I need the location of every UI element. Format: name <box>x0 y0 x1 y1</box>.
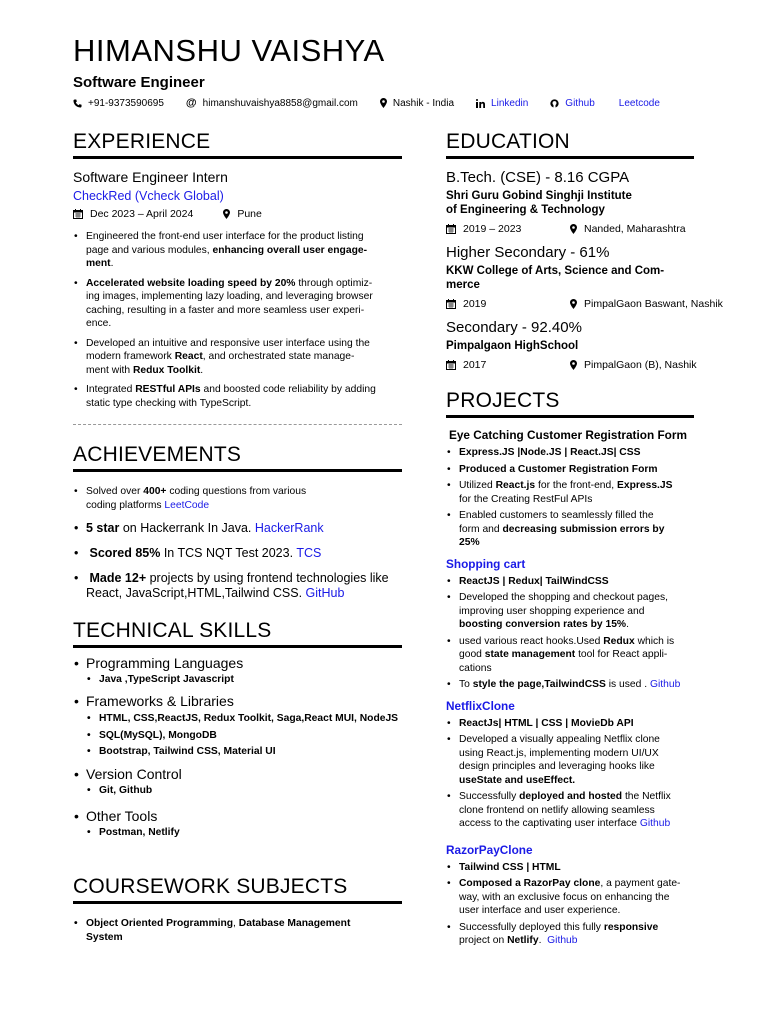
skill-group: • Version Control • Git, Github <box>73 765 413 798</box>
contact-email[interactable] <box>186 97 358 109</box>
education-meta: 2017 PimpalGaon (B), Nashik <box>446 358 746 372</box>
degree: Higher Secondary - 61% <box>446 244 610 261</box>
list-item: • To style the page,TailwindCSS is used . Github <box>446 678 746 692</box>
education-heading: EDUCATION <box>446 130 570 153</box>
list-item: • Produced a Customer Registration Form <box>446 463 746 477</box>
list-item: • Object Oriented Programming, Database Management System <box>73 917 413 944</box>
education-list <box>446 168 746 372</box>
email-text: himanshuvaishya8858@gmail.com <box>202 97 358 109</box>
list-item: • Successfully deployed this fully responsive project on Netlify. Github <box>446 921 746 948</box>
achievements-heading: ACHIEVEMENTS <box>73 443 242 466</box>
list-item: • HTML, CSS,ReactJS, Redux Toolkit, Saga,React MUI, NodeJS <box>86 711 413 728</box>
list-item: • Bootstrap, Tailwind CSS, Material UI <box>86 744 413 761</box>
experience-dates: Dec 2023 – April 2024 <box>90 208 194 220</box>
linkedin-link[interactable] <box>476 98 528 109</box>
experience-meta <box>73 208 262 220</box>
skill-group: • Frameworks & Libraries • HTML, CSS,ReactJS, Redux Toolkit, Saga,React MUI, NodeJS • SQL(MySQL), MongoDB • Bootstrap, Tailwind CSS, Material UI <box>73 692 413 761</box>
projects-rule <box>446 415 694 418</box>
phone-text: +91-9373590695 <box>88 97 164 109</box>
contact-location <box>380 98 454 109</box>
project-bullets <box>446 446 746 550</box>
calendar-icon <box>73 209 83 219</box>
list-item: • Successfully deployed and hosted the Netflix clone frontend on netlify allowing seamless access to the captivating user interface Github <box>446 790 746 831</box>
list-item: • ReactJs| HTML | CSS | MovieDb API <box>446 717 746 731</box>
map-pin-icon <box>223 209 230 219</box>
contact-bar <box>73 97 660 109</box>
skill-group: • Programming Languages • Java ,TypeScript Javascript <box>73 654 413 687</box>
github-link[interactable]: Github <box>547 935 578 946</box>
github-icon <box>550 99 559 108</box>
skills-groups <box>73 654 413 840</box>
github-link[interactable]: GitHub <box>305 586 345 600</box>
achievements-list <box>73 485 413 601</box>
phone-icon <box>73 99 82 108</box>
projects-heading: PROJECTS <box>446 389 560 412</box>
achievements-rule <box>73 469 402 472</box>
map-pin-icon <box>570 360 577 370</box>
linkedin-text: Linkedin <box>491 97 529 109</box>
experience-place: Pune <box>237 208 262 220</box>
list-item: • Express.JS |Node.JS | React.JS| CSS <box>446 446 746 460</box>
list-item: • used various react hooks.Used Redux which is good state management tool for React appli- cations <box>446 635 746 676</box>
project-bullets <box>446 861 746 948</box>
coursework-heading: COURSEWORK SUBJECTS <box>73 875 348 898</box>
list-item: • Enabled customers to seamlessly filled the form and decreasing submission errors by 25% <box>446 509 746 550</box>
leetcode-link[interactable]: LeetCode <box>164 499 210 511</box>
degree: B.Tech. (CSE) - 8.16 CGPA <box>446 169 630 186</box>
experience-bullets <box>73 230 413 410</box>
calendar-icon <box>446 360 456 370</box>
github-text: Github <box>565 97 595 109</box>
education-rule <box>446 156 694 159</box>
education-meta: 2019 PimpalGaon Baswant, Nashik <box>446 297 746 311</box>
candidate-title: Software Engineer <box>73 74 205 91</box>
degree: Secondary - 92.40% <box>446 319 582 336</box>
project-title-link[interactable]: RazorPayClone <box>446 842 533 857</box>
list-item: • 5 star on Hackerrank In Java. HackerRank <box>73 521 413 536</box>
project-title-link[interactable]: NetflixClone <box>446 698 515 713</box>
list-item: • Developed a visually appealing Netflix clone using React.js, implementing modern UI/UX design principles and leveraging hooks like useState and useEffect. <box>446 733 746 787</box>
experience-role: Software Engineer Intern <box>73 169 228 185</box>
contact-phone[interactable] <box>73 98 164 109</box>
list-item: • Utilized React.js for the front-end, Express.JS for the Creating RestFul APIs <box>446 479 746 506</box>
map-pin-icon <box>570 299 577 309</box>
project-bullets <box>446 575 746 692</box>
list-item: • Developed an intuitive and responsive user interface using the modern framework React, and orchestrated state manage- ment with Redux Toolkit. <box>73 337 413 378</box>
leetcode-text: Leetcode <box>618 97 660 109</box>
education-entry <box>446 243 746 311</box>
github-link[interactable] <box>550 98 594 109</box>
section-divider <box>73 424 402 425</box>
leetcode-link[interactable] <box>617 98 660 109</box>
education-entry <box>446 318 746 372</box>
list-item: • Developed the shopping and checkout pages, improving user shopping experience and boosting conversion rates by 15%. <box>446 591 746 632</box>
list-item: • Tailwind CSS | HTML <box>446 861 746 875</box>
project-title: Eye Catching Customer Registration Form <box>449 428 687 442</box>
github-link[interactable]: Github <box>639 818 671 829</box>
list-item: • ReactJS | Redux| TailWindCSS <box>446 575 746 589</box>
list-item: • Composed a RazorPay clone, a payment gate- way, with an exclusive focus on enhancing the user interface and user experience. <box>446 877 746 918</box>
experience-company[interactable]: CheckRed (Vcheck Global) <box>73 189 224 203</box>
list-item: • Made 12+ projects by using frontend technologies like React, JavaScript,HTML,Tailwind CSS. GitHub <box>73 571 413 601</box>
project-bullets <box>446 717 746 831</box>
map-pin-icon <box>570 224 577 234</box>
education-entry <box>446 168 746 236</box>
at-icon: @ <box>185 97 197 109</box>
list-item: • Git, Github <box>86 784 413 798</box>
experience-heading: EXPERIENCE <box>73 130 211 153</box>
map-pin-icon <box>380 98 387 108</box>
list-item: • SQL(MySQL), MongoDB <box>86 728 413 745</box>
calendar-icon <box>446 299 456 309</box>
list-item: • Solved over 400+ coding questions from various coding platforms LeetCode <box>73 485 413 512</box>
list-item: • Accelerated website loading speed by 20% through optimiz- ing images, implementing lazy loading, and leveraging browser caching, resulting in a faster and more seamless user experi- ence. <box>73 277 413 331</box>
linkedin-icon <box>476 99 485 108</box>
coursework-list <box>73 917 413 944</box>
school: Pimpalgaon HighSchool <box>446 340 579 352</box>
coursework-rule <box>73 901 402 904</box>
candidate-name: HIMANSHU VAISHYA <box>73 33 385 68</box>
tcs-link[interactable]: TCS <box>296 546 322 560</box>
location-text: Nashik - India <box>392 97 455 109</box>
list-item: • Java ,TypeScript Javascript <box>86 673 413 687</box>
project-title-link[interactable]: Shopping cart <box>446 556 526 571</box>
list-item: • Engineered the front-end user interface for the product listing page and various modules, enhancing overall user engage- ment. <box>73 230 413 271</box>
calendar-icon <box>446 224 456 234</box>
school: Shri Guru Gobind Singhji Institute of Engineering & Technology <box>446 190 632 216</box>
list-item: • Scored 85% In TCS NQT Test 2023. TCS <box>73 546 413 561</box>
projects-list <box>446 428 746 948</box>
school: KKW College of Arts, Science and Com- merce <box>446 265 665 291</box>
education-meta: 2019 – 2023 Nanded, Maharashtra <box>446 222 746 236</box>
list-item: • Postman, Netlify <box>86 826 413 840</box>
skills-heading: TECHNICAL SKILLS <box>73 619 272 642</box>
github-link[interactable]: Github <box>649 679 681 690</box>
hackerrank-link[interactable]: HackerRank <box>254 521 324 535</box>
experience-rule <box>73 156 402 159</box>
list-item: • Integrated RESTful APIs and boosted code reliability by adding static type checking with TypeScript. <box>73 383 413 410</box>
skill-group: • Other Tools • Postman, Netlify <box>73 807 413 840</box>
skills-rule <box>73 645 402 648</box>
